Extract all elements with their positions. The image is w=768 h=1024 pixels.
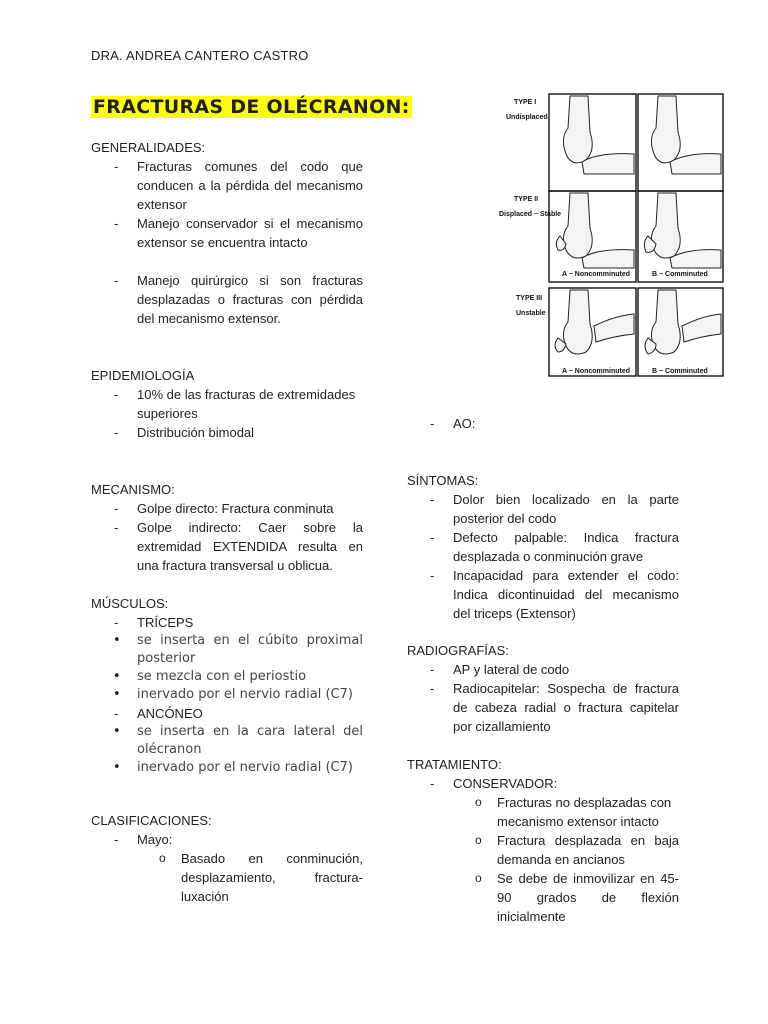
list-item: • se mezcla con el periostio [113,669,307,684]
type1-subtitle: Undisplaced [506,114,548,121]
generalidades-list [91,157,363,328]
list-item: - Incapacidad para extender el codo: Indica dicontinuidad del mecanismo del triceps (Extensor) [430,568,679,621]
section-generalidades [91,138,363,328]
page-title: FRACTURAS DE OLÉCRANON: [93,96,410,118]
tratamiento-list [407,774,679,926]
list-item: - Dolor bien localizado en la parte posterior del codo [430,492,679,526]
list-item: • inervado por el nervio radial (C7) [113,760,353,775]
section-ao [407,414,607,433]
list-item: • se inserta en el cúbito proximal posterior [113,633,363,666]
section-heading: CLASIFICACIONES: [91,813,212,828]
list-item: - AP y lateral de codo [430,662,570,677]
section-radiografias [407,641,679,736]
list-item: - Fracturas comunes del codo que conducen a la pérdida del mecanismo extensor [114,159,363,212]
section-musculos [91,594,363,777]
mecanismo-list [91,499,363,575]
section-heading: SÍNTOMAS: [407,473,479,488]
list-item: - Manejo conservador si el mecanismo extensor se encuentra intacto [114,216,363,250]
type3-label-b: B − Comminuted [652,368,708,375]
list-item: - Radiocapitelar: Sospecha de fractura de cabeza radial o fractura capitelar por cizallamiento [430,681,679,734]
section-mecanismo [91,480,363,575]
list-item: • se inserta en la cara lateral del olécranon [113,724,363,757]
section-heading: EPIDEMIOLOGÍA [91,368,195,383]
list-item: o Fracturas no desplazadas con mecanismo extensor intacto [475,795,672,829]
list-item: - TRÍCEPS [114,615,194,630]
list-item: - Defecto palpable: Indica fractura desplazada o conminución grave [430,530,679,564]
list-item: o Se debe de inmovilizar en 45-90 grados de flexión inicialmente [475,871,679,924]
radiografias-list [407,660,679,736]
clasificaciones-list [91,830,363,906]
type2-title: TYPE II [514,196,539,203]
list-item: - Mayo: [114,832,173,847]
type3-subtitle: Unstable [516,310,546,317]
list-item: o Basado en conminución, desplazamiento, fractura-luxación [159,851,363,904]
section-heading: GENERALIDADES: [91,140,206,155]
section-heading: MÚSCULOS: [91,596,169,611]
type2-label-b: B − Comminuted [652,271,708,278]
list-item: - 10% de las fracturas de extremidades superiores [114,387,356,421]
type3-title: TYPE III [516,295,543,302]
section-epidemiologia [91,366,363,442]
list-item: - Golpe indirecto: Caer sobre la extremidad EXTENDIDA resulta en una fractura transversal u oblicua. [114,520,363,573]
section-heading: TRATAMIENTO: [407,757,502,772]
list-item: - Golpe directo: Fractura conminuta [114,501,334,516]
list-item: - CONSERVADOR: [430,776,558,791]
list-item: - Distribución bimodal [114,425,255,440]
musculos-list [91,613,363,777]
section-tratamiento [407,755,679,926]
list-item: - AO: [430,416,476,431]
type1-title: TYPE I [514,99,537,106]
list-item: o Fractura desplazada en baja demanda en ancianos [475,833,679,867]
list-item: - ANCÓNEO [114,706,203,721]
section-clasificaciones [91,811,363,906]
type3-label-a: A − Noncomminuted [562,368,630,375]
list-item: - Manejo quirúrgico si son fracturas desplazadas o fracturas con pérdida del mecanismo extensor. [114,273,363,326]
list-item: • inervado por el nervio radial (C7) [113,687,353,702]
type2-label-a: A − Noncomminuted [562,271,630,278]
sintomas-list [407,490,679,623]
mayo-classification-figure [498,90,752,380]
epidemiologia-list [91,385,363,442]
section-sintomas [407,471,679,623]
type2-subtitle: Displaced − Stable [499,211,562,218]
author-header: DRA. ANDREA CANTERO CASTRO [91,48,309,63]
section-heading: MECANISMO: [91,482,175,497]
section-heading: RADIOGRAFÍAS: [407,643,509,658]
mayo-classification-illustration [498,90,752,380]
